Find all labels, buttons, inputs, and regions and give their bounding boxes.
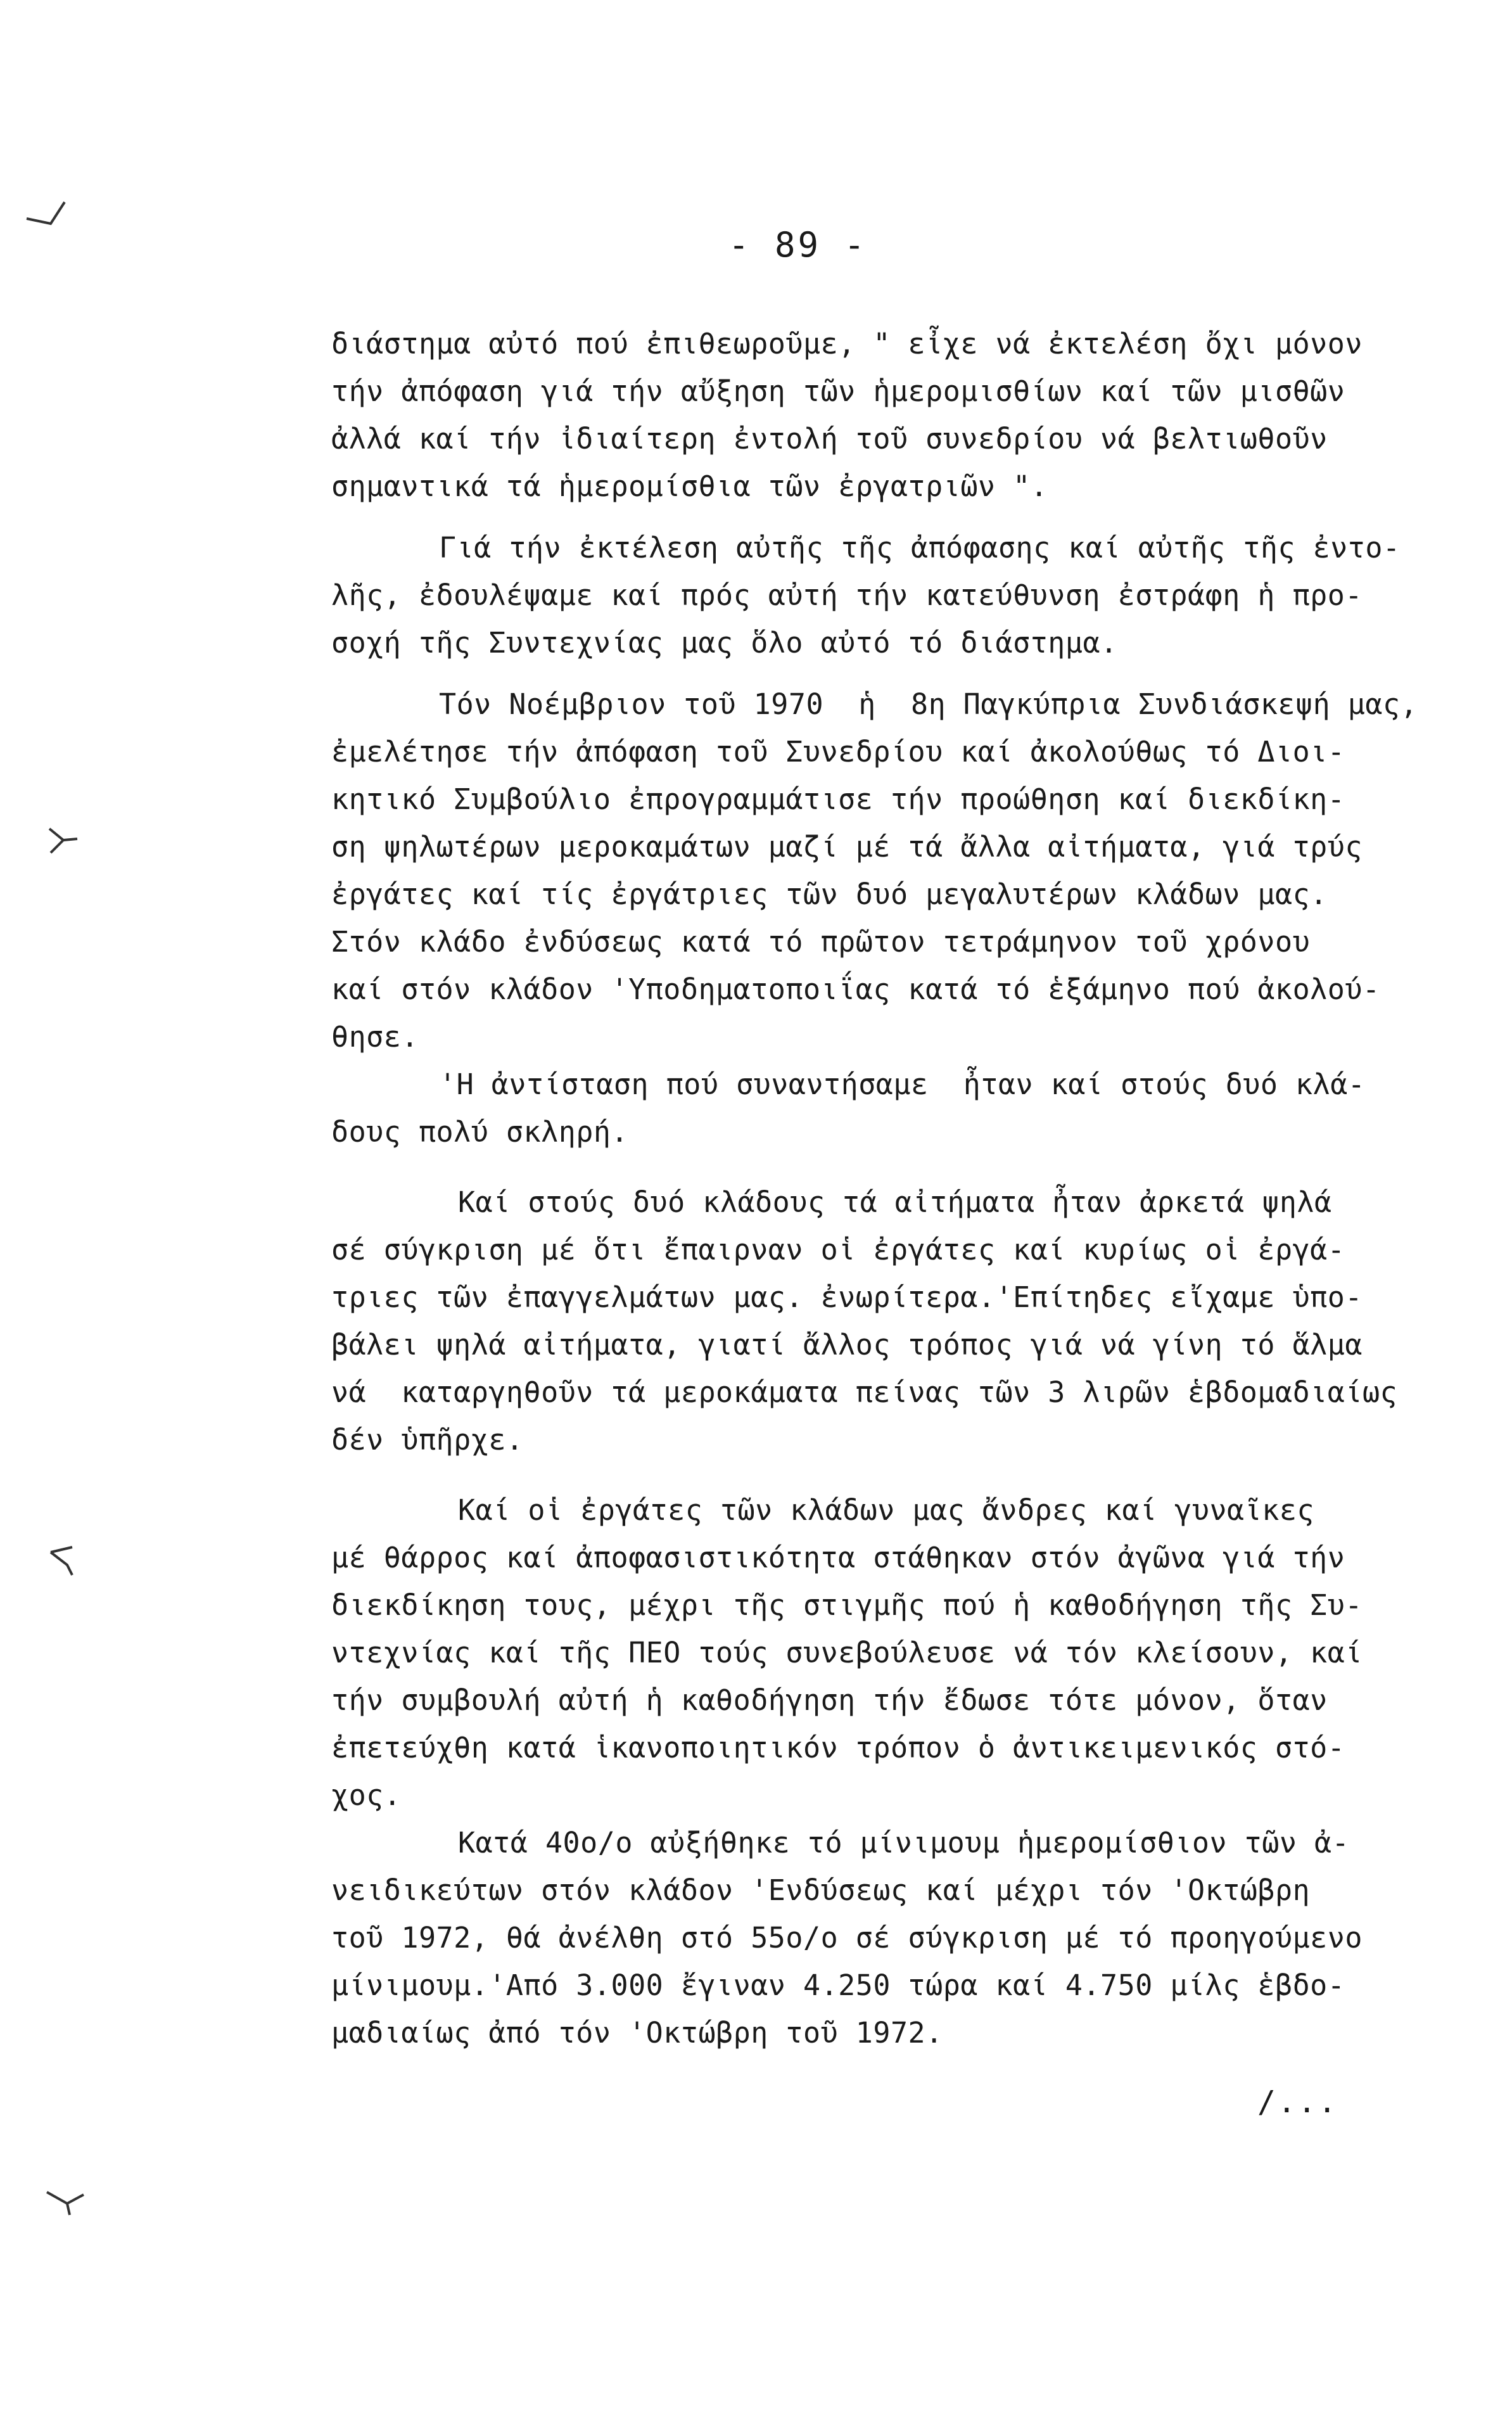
page-number: - 89 -	[728, 225, 868, 265]
text-line: τριες τῶν ἐπαγγελμάτων μας. ἐνωρίτερα.'Επίτηδες εἴχαμε ὑπο-	[331, 1280, 1363, 1314]
text-line: διεκδίκηση τους, μέχρι τῆς στιγμῆς πού ἡ καθοδήγηση τῆς Συ-	[331, 1588, 1363, 1622]
text-line: σέ σύγκριση μέ ὅτι ἔπαιρναν οἱ ἐργάτες καί κυρίως οἱ ἐργά-	[331, 1233, 1345, 1266]
text-line: Καί οἱ ἐργάτες τῶν κλάδων μας ἄνδρες καί γυναῖκες	[458, 1493, 1315, 1527]
margin-tick-mark-icon	[44, 2186, 89, 2217]
text-line: διάστημα αὐτό πού ἐπιθεωροῦμε, " εἶχε νά ἐκτελέση ὄχι μόνον	[331, 327, 1363, 360]
text-line: τοῦ 1972, θά ἀνέλθη στό 55ο/ο σέ σύγκριση μέ τό προηγούμενο	[331, 1921, 1363, 1955]
paragraph	[331, 1819, 1471, 2057]
text-line: χος.	[331, 1778, 402, 1812]
text-line: μέ θάρρος καί ἀποφασιστικότητα στάθηκαν στόν ἀγῶνα γιά τήν	[331, 1541, 1345, 1574]
text-line: ἐργάτες καί τίς ἐργάτριες τῶν δυό μεγαλυτέρων κλάδων μας.	[331, 877, 1328, 911]
text-line: ντεχνίας καί τῆς ΠΕΟ τούς συνεβούλευσε νά τόν κλείσουν, καί	[331, 1636, 1363, 1669]
text-line: Κατά 40ο/ο αὐξήθηκε τό μίνιμουμ ἡμερομίσθιον τῶν ἀ-	[458, 1826, 1350, 1859]
text-line: καί στόν κλάδον 'Υποδηματοποιΐας κατά τό ἑξάμηνο πού ἀκολού-	[331, 973, 1380, 1006]
margin-tick-mark-icon	[44, 1546, 82, 1578]
text-line: σοχή τῆς Συντεχνίας μας ὅλο αὐτό τό διάστημα.	[331, 626, 1118, 660]
text-line: 'Η ἀντίσταση πού συναντήσαμε ἦταν καί στούς δυό κλά-	[439, 1068, 1366, 1101]
text-line: τήν ἀπόφαση γιά τήν αὔξηση τῶν ἡμερομισθίων καί τῶν μισθῶν	[331, 374, 1345, 408]
text-line: ση ψηλωτέρων μεροκαμάτων μαζί μέ τά ἄλλα αἰτήματα, γιά τρύς	[331, 830, 1363, 864]
text-line: μίνιμουμ.'Από 3.000 ἔγιναν 4.250 τώρα καί 4.750 μίλς ἑβδο-	[331, 1968, 1345, 2002]
text-line: δέν ὑπῆρχε.	[331, 1423, 524, 1457]
paragraph	[331, 524, 1471, 667]
paragraph	[331, 1178, 1471, 1464]
text-line: δους πολύ σκληρή.	[331, 1115, 629, 1149]
text-line: Γιά τήν ἐκτέλεση αὐτῆς τῆς ἀπόφασης καί αὐτῆς τῆς ἐντο-	[439, 531, 1401, 565]
text-line: θησε.	[331, 1020, 419, 1054]
paragraph	[331, 1061, 1471, 1156]
text-line: σημαντικά τά ἡμερομίσθια τῶν ἐργατριῶν ".	[331, 469, 1048, 503]
paragraph	[331, 320, 1471, 510]
text-line: βάλει ψηλά αἰτήματα, γιατί ἄλλος τρόπος γιά νά γίνη τό ἅλμα	[331, 1328, 1363, 1362]
text-line: Καί στούς δυό κλάδους τά αἰτήματα ἦταν ἀρκετά ψηλά	[458, 1185, 1332, 1219]
text-line: λῆς, ἐδουλέψαμε καί πρός αὐτή τήν κατεύθυνση ἐστράφη ἡ προ-	[331, 578, 1363, 612]
margin-tick-mark-icon	[25, 200, 70, 231]
continuation-mark: /...	[1257, 2084, 1338, 2120]
text-line: ἀλλά καί τήν ἰδιαίτερη ἐντολή τοῦ συνεδρίου νά βελτιωθοῦν	[331, 422, 1328, 456]
margin-tick-mark-icon	[44, 824, 82, 855]
text-line: τήν συμβουλή αὐτή ἡ καθοδήγηση τήν ἔδωσε τότε μόνον, ὅταν	[331, 1683, 1328, 1717]
paragraph	[331, 1486, 1471, 1819]
paragraph	[331, 680, 1471, 1061]
text-line: ἐμελέτησε τήν ἀπόφαση τοῦ Συνεδρίου καί ἀκολούθως τό Διοι-	[331, 735, 1345, 769]
text-line: νειδικεύτων στόν κλάδον 'Ενδύσεως καί μέχρι τόν 'Οκτώβρη	[331, 1873, 1311, 1907]
body-text	[331, 320, 1471, 2057]
text-line: μαδιαίως ἀπό τόν 'Οκτώβρη τοῦ 1972.	[331, 2016, 943, 2050]
text-line: Στόν κλάδο ἐνδύσεως κατά τό πρῶτον τετράμηνον τοῦ χρόνου	[331, 925, 1311, 959]
text-line: ἐπετεύχθη κατά ἱκανοποιητικόν τρόπον ὁ ἀντικειμενικός στό-	[331, 1731, 1345, 1764]
text-line: νά καταργηθοῦν τά μεροκάματα πείνας τῶν 3 λιρῶν ἑβδομαδιαίως	[331, 1375, 1398, 1409]
text-line: κητικό Συμβούλιο ἐπρογραμμάτισε τήν προώθηση καί διεκδίκη-	[331, 782, 1345, 816]
text-line: Τόν Νοέμβριον τοῦ 1970 ἡ 8η Παγκύπρια Συνδιάσκεψή μας,	[439, 687, 1418, 721]
